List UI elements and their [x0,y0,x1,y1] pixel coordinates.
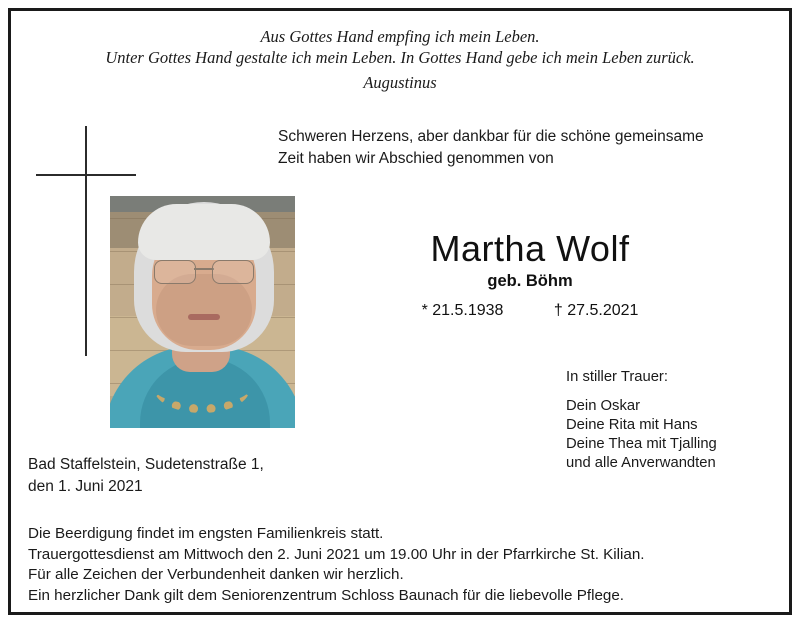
portrait-glasses [154,260,254,282]
mourner-1: Dein Oskar [566,398,641,414]
footer-line-2: Trauergottesdienst am Mittwoch den 2. Juni 2021 um 19.00 Uhr in der Pfarrkirche St. Kilian. [28,545,645,563]
place-line-1: Bad Staffelstein, Sudetenstraße 1, [28,456,264,473]
place-and-date [28,454,368,498]
portrait-photo [110,196,295,428]
portrait-hair-front [138,204,270,260]
epigraph-author: Augustinus [363,73,437,92]
epigraph-line-1: Aus Gottes Hand empfing ich mein Leben. [260,27,540,46]
intro-line-1: Schweren Herzens, aber dankbar für die schöne gemeinsame [278,128,704,145]
epigraph-line-2: Unter Gottes Hand gestalte ich mein Leben. In Gottes Hand gebe ich mein Leben zurück. [105,48,695,67]
portrait-face-shading [156,274,252,346]
mourner-3: Deine Thea mit Tjalling [566,436,717,452]
epigraph [0,26,800,93]
portrait-glasses-bridge [194,268,214,270]
footer-line-1: Die Beerdigung findet im engsten Familienkreis statt. [28,525,384,542]
portrait-glasses-left-lens [154,260,196,284]
portrait-glasses-right-lens [212,260,254,284]
footer-line-4: Ein herzlicher Dank gilt dem Seniorenzentrum Schloss Baunach für die liebevolle Pflege. [28,586,625,604]
portrait-mouth [188,314,220,320]
place-line-2: den 1. Juni 2021 [28,478,143,495]
portrait-necklace [154,364,250,413]
footer-line-3: Für alle Zeichen der Verbundenheit danken wir herzlich. [28,566,404,583]
mourner-4: und alle Anverwandten [566,455,716,471]
cross-horizontal-bar [36,174,136,176]
cross-vertical-bar [85,126,87,356]
mourner-2: Deine Rita mit Hans [566,417,698,433]
mourners-block [566,368,796,473]
intro-line-2: Zeit haben wir Abschied genommen von [278,150,554,167]
funeral-details [28,524,778,606]
death-date: † 27.5.2021 [553,302,639,319]
deceased-dates [300,302,760,320]
deceased-name: Martha Wolf [430,228,630,269]
deceased-maiden-name: geb. Böhm [487,272,573,290]
birth-date: * 21.5.1938 [421,302,504,319]
mourners-heading: In stiller Trauer: [566,369,668,385]
intro-text [278,126,788,170]
